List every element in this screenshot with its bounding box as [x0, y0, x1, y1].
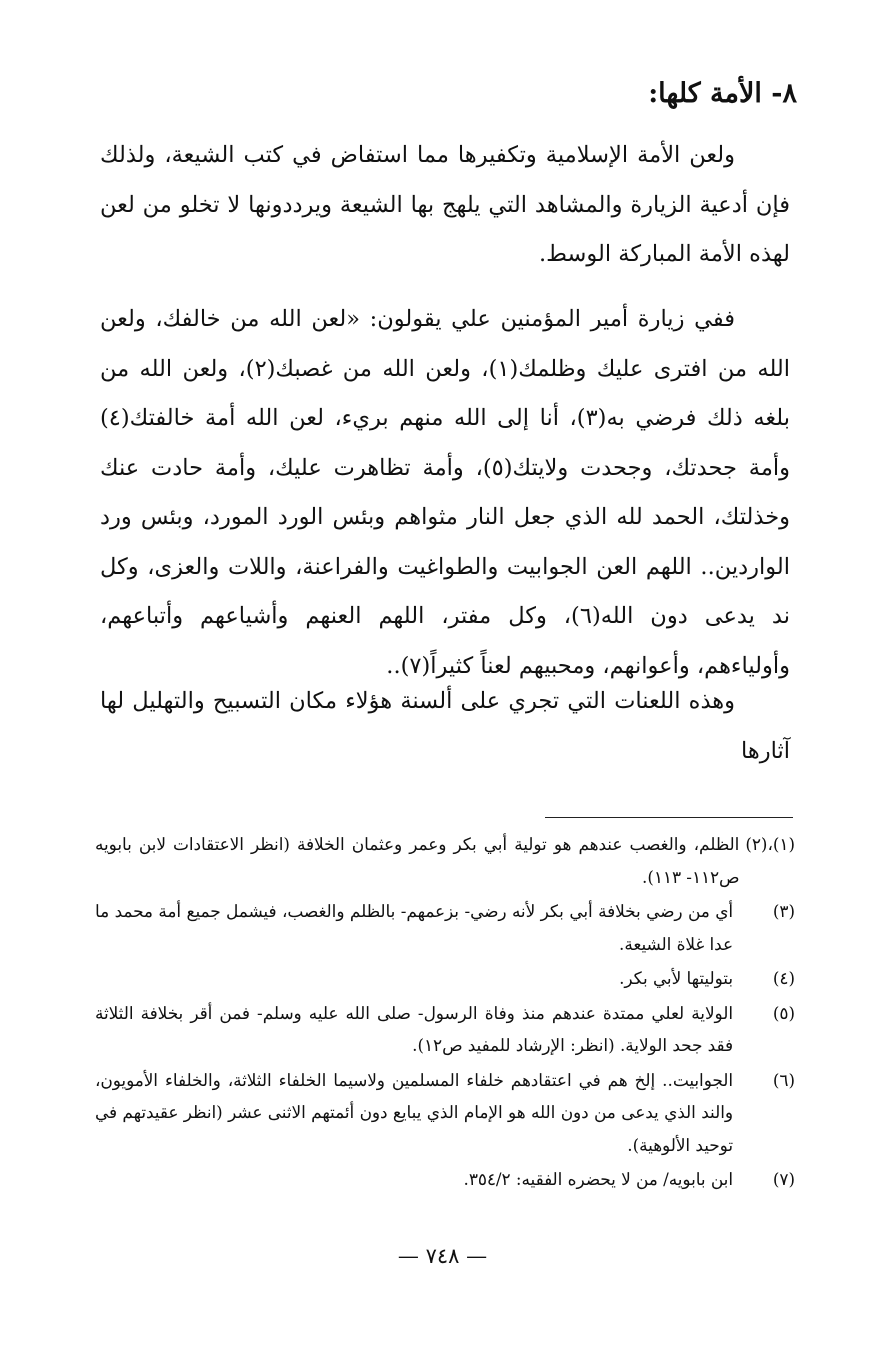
- footnote-text: ابن بابويه/ من لا يحضره الفقيه: ٣٥٤/٢.: [463, 1169, 733, 1189]
- page-number: — ٧٤٨ —: [397, 1244, 488, 1268]
- footnote-text: بتوليتها لأبي بكر.: [619, 968, 733, 988]
- footnote-number: (٤): [772, 968, 795, 988]
- paragraph-ziyara-quote: ففي زيارة أمير المؤمنين علي يقولون: «لعن الله من خالفك، ولعن الله من افترى عليك وظلمك(١)، ولعن الله من غصبك(٢)، ولعن الله من بلغه ذلك فرضي به(٣)، أنا إلى الله منهم بريء، لعن الله أمة خالفتك(٤) وأمة جحدتك، وجحدت ولايتك(٥)، وأمة تظاهرت عليك، وأمة حادت عنك وخذلتك، الحمد لله الذي جعل النار مثواهم وبئس الورد المورد، وبئس ورد الواردين.. اللهم العن الجوابيت والطواغيت والفراعنة، واللات والعزى، وكل ند يدعى دون الله(٦)، وكل مفتر، اللهم العنهم وأشياعهم وأتباعهم، وأولياءهم، وأعوانهم، ومحبيهم لعناً كثيراً(٧)..: [100, 306, 791, 679]
- footnote-text: الجوابيت.. إلخ هم في اعتقادهم خلفاء المسلمين ولاسيما الخلفاء الثلاثة، والخلفاء الأمويون، والند الذي يدعى من دون الله هو الإمام الذي يبايع دون أئمتهم الاثنى عشر (انظر عقيدتهم في توحيد الألوهية).: [95, 1069, 733, 1155]
- section-heading: ٨- الأمة كلها:: [648, 78, 797, 109]
- footnote-1-2: [95, 828, 795, 893]
- paragraph-intro: ولعن الأمة الإسلامية وتكفيرها مما استفاض في كتب الشيعة، ولذلك فإن أدعية الزيارة والمشاهد التي يلهج بها الشيعة ويرددونها لا تخلو من لعن لهذه الأمة المباركة الوسط.: [100, 142, 790, 267]
- footnote-number: (٣): [772, 901, 795, 921]
- footnote-7: [95, 1163, 795, 1196]
- footnotes: [95, 828, 795, 1198]
- footnote-number: (٧): [772, 1169, 795, 1189]
- footnote-text: أي من رضي بخلافة أبي بكر لأنه رضي- بزعمهم- بالظلم والغصب، فيشمل جميع أمة محمد ما عدا غلاة الشيعة.: [95, 901, 733, 954]
- footnote-3: [95, 895, 795, 960]
- footnote-divider: [545, 817, 793, 818]
- footnote-6: [95, 1064, 795, 1162]
- footnote-4: [95, 962, 795, 995]
- footnote-number: (٦): [772, 1069, 795, 1090]
- footnote-text: الولاية لعلي ممتدة عندهم منذ وفاة الرسول- صلى الله عليه وسلم- فمن أقر بخلافة الثلاثة فقد جحد الولاية. (انظر: الإرشاد للمفيد ص١٢).: [95, 1002, 733, 1055]
- footnote-text: الظلم، والغصب عندهم هو تولية أبي بكر وعمر وعثمان الخلافة (انظر الاعتقادات لابن بابويه ص١١٢- ١١٣).: [95, 834, 740, 887]
- footnote-5: [95, 997, 795, 1062]
- footnote-number: (٥): [772, 1002, 795, 1023]
- footnote-number: (١)،(٢): [745, 834, 795, 854]
- paragraph-continuation: وهذه اللعنات التي تجري على ألسنة هؤلاء مكان التسبيح والتهليل لها آثارها: [100, 688, 790, 764]
